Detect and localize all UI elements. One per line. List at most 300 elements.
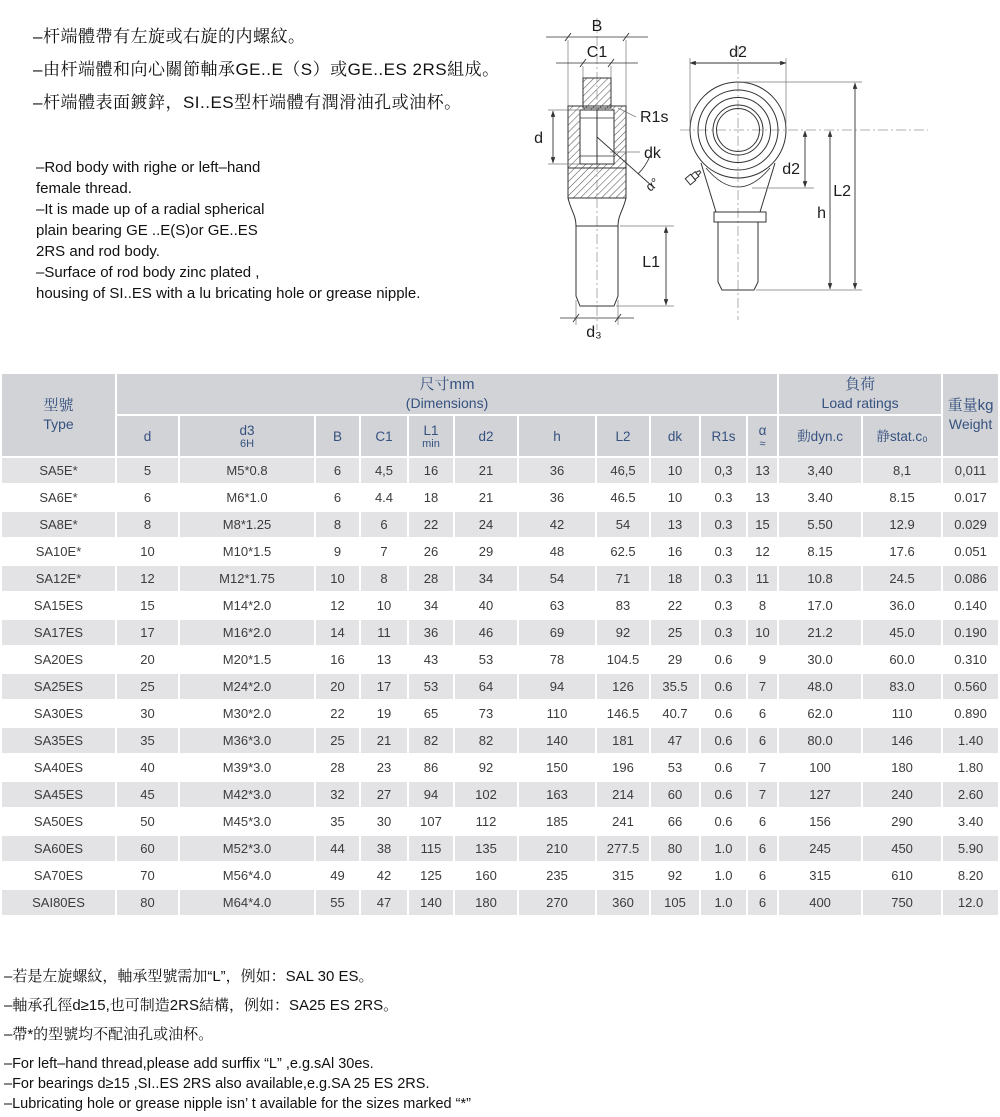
- cell-b: 25: [316, 728, 359, 753]
- cell-r1s: 1.0: [701, 863, 746, 888]
- cell-type: SA35ES: [2, 728, 115, 753]
- table-row: [2, 836, 998, 861]
- cell-d: 70: [117, 863, 178, 888]
- cell-h: 69: [519, 620, 595, 645]
- cell-d: 20: [117, 647, 178, 672]
- cell-d2: 29: [455, 539, 517, 564]
- column-header-stat-c0: 静stat.c₀: [863, 416, 941, 456]
- cell-d: 5: [117, 458, 178, 483]
- cell-r1s: 0.3: [701, 620, 746, 645]
- cell-r1s: 0.6: [701, 701, 746, 726]
- cell-d2: 112: [455, 809, 517, 834]
- cell-alpha: 13: [748, 458, 777, 483]
- table-row: [2, 539, 998, 564]
- cell-b: 9: [316, 539, 359, 564]
- cell-b: 28: [316, 755, 359, 780]
- cell-alpha: 15: [748, 512, 777, 537]
- cell-d3-6h: M52*3.0: [180, 836, 314, 861]
- intro-en-line: plain bearing GE ..E(S)or GE..ES: [36, 222, 258, 239]
- cell-d: 8: [117, 512, 178, 537]
- cell-l2: 92: [597, 620, 649, 645]
- dim-label-d: d: [534, 130, 543, 147]
- column-header-h: h: [519, 416, 595, 456]
- cell-dyn-c: 400: [779, 890, 861, 915]
- cell-l1-min: 18: [409, 485, 453, 510]
- note-en-line: –Lubricating hole or grease nipple isn’ t available for the sizes marked “*”: [4, 1096, 471, 1112]
- cell-h: 54: [519, 566, 595, 591]
- intro-en-line: female thread.: [36, 180, 132, 197]
- cell-d: 35: [117, 728, 178, 753]
- cell-l1-min: 22: [409, 512, 453, 537]
- cell-h: 210: [519, 836, 595, 861]
- cell-l2: 71: [597, 566, 649, 591]
- cell-d3-6h: M45*3.0: [180, 809, 314, 834]
- cell-d3-6h: M16*2.0: [180, 620, 314, 645]
- cell-l1-min: 53: [409, 674, 453, 699]
- cell-b: 16: [316, 647, 359, 672]
- cell-d: 25: [117, 674, 178, 699]
- cell-weight: 0.560: [943, 674, 998, 699]
- cell-d: 50: [117, 809, 178, 834]
- cell-d2: 46: [455, 620, 517, 645]
- table-row: [2, 890, 998, 915]
- cell-c1: 38: [361, 836, 407, 861]
- cell-c1: 11: [361, 620, 407, 645]
- intro-en-line: –Surface of rod body zinc plated ,: [36, 264, 260, 281]
- cell-dk: 22: [651, 593, 699, 618]
- cell-r1s: 0.3: [701, 539, 746, 564]
- table-row: [2, 863, 998, 888]
- cell-l1-min: 140: [409, 890, 453, 915]
- cell-d: 45: [117, 782, 178, 807]
- cell-l2: 62.5: [597, 539, 649, 564]
- cell-d2: 102: [455, 782, 517, 807]
- cell-h: 42: [519, 512, 595, 537]
- note-cn-line: –帶*的型號均不配油孔或油杯。: [4, 1026, 214, 1043]
- cell-d3-6h: M24*2.0: [180, 674, 314, 699]
- cell-type: SA6E*: [2, 485, 115, 510]
- cell-r1s: 0.6: [701, 728, 746, 753]
- cell-stat-c0: 240: [863, 782, 941, 807]
- cell-dyn-c: 10.8: [779, 566, 861, 591]
- cell-d: 17: [117, 620, 178, 645]
- dim-label-h: h: [817, 205, 826, 222]
- cell-weight: 0.310: [943, 647, 998, 672]
- cell-c1: 8: [361, 566, 407, 591]
- cell-alpha: 9: [748, 647, 777, 672]
- notes-chinese: [4, 962, 398, 1049]
- cell-stat-c0: 110: [863, 701, 941, 726]
- cell-dk: 105: [651, 890, 699, 915]
- note-cn-line: –軸承孔徑d≥15,也可制造2RS結構，例如：SA25 ES 2RS。: [4, 997, 399, 1014]
- cell-alpha: 7: [748, 755, 777, 780]
- cell-d: 30: [117, 701, 178, 726]
- cell-dyn-c: 315: [779, 863, 861, 888]
- note-en-line: –For bearings d≥15 ,SI..ES 2RS also available,e.g.SA 25 ES 2RS.: [4, 1076, 430, 1092]
- cell-d2: 92: [455, 755, 517, 780]
- cell-l1-min: 16: [409, 458, 453, 483]
- cell-alpha: 7: [748, 674, 777, 699]
- cell-l1-min: 26: [409, 539, 453, 564]
- cell-dk: 80: [651, 836, 699, 861]
- cell-weight: 1.40: [943, 728, 998, 753]
- cell-r1s: 0,3: [701, 458, 746, 483]
- cell-weight: 5.90: [943, 836, 998, 861]
- cell-dk: 18: [651, 566, 699, 591]
- cell-dk: 40.7: [651, 701, 699, 726]
- side-view-diagram: [534, 18, 674, 341]
- cell-c1: 17: [361, 674, 407, 699]
- cell-weight: 0.190: [943, 620, 998, 645]
- cell-stat-c0: 146: [863, 728, 941, 753]
- cell-type: SA70ES: [2, 863, 115, 888]
- cell-l1-min: 28: [409, 566, 453, 591]
- cell-dk: 16: [651, 539, 699, 564]
- dim-label-B: B: [591, 18, 603, 35]
- cell-dyn-c: 8.15: [779, 539, 861, 564]
- cell-c1: 30: [361, 809, 407, 834]
- cell-l1-min: 34: [409, 593, 453, 618]
- dim-label-C1: C1: [586, 44, 608, 61]
- table-row: [2, 485, 998, 510]
- cell-d2: 40: [455, 593, 517, 618]
- cell-weight: 0.051: [943, 539, 998, 564]
- cell-h: 235: [519, 863, 595, 888]
- cell-h: 48: [519, 539, 595, 564]
- cell-weight: 8.20: [943, 863, 998, 888]
- dim-label-d3: d₃: [586, 324, 602, 341]
- cell-type: SA45ES: [2, 782, 115, 807]
- cell-d3-6h: M14*2.0: [180, 593, 314, 618]
- cell-stat-c0: 180: [863, 755, 941, 780]
- column-header-l2: L2: [597, 416, 649, 456]
- table-row: [2, 755, 998, 780]
- cell-c1: 6: [361, 512, 407, 537]
- cell-type: SA60ES: [2, 836, 115, 861]
- table-row: [2, 458, 998, 483]
- dim-label-dk: dk: [644, 145, 661, 162]
- note-cn-line: –若是左旋螺紋，軸承型號需加“L”，例如：SAL 30 ES。: [4, 968, 374, 985]
- cell-dyn-c: 127: [779, 782, 861, 807]
- cell-d2: 24: [455, 512, 517, 537]
- cell-c1: 23: [361, 755, 407, 780]
- cell-weight: 3.40: [943, 809, 998, 834]
- cell-dyn-c: 30.0: [779, 647, 861, 672]
- cell-type: SAI80ES: [2, 890, 115, 915]
- cell-d3-6h: M36*3.0: [180, 728, 314, 753]
- cell-d: 60: [117, 836, 178, 861]
- note-en-line: –For left–hand thread,please add surffix “L” ,e.g.sAl 30es.: [4, 1056, 374, 1072]
- cell-type: SA17ES: [2, 620, 115, 645]
- cell-l2: 104.5: [597, 647, 649, 672]
- cell-h: 185: [519, 809, 595, 834]
- cell-d3-6h: M5*0.8: [180, 458, 314, 483]
- cell-l1-min: 125: [409, 863, 453, 888]
- notes-english: [4, 1054, 471, 1114]
- cell-alpha: 6: [748, 809, 777, 834]
- table-row: [2, 593, 998, 618]
- intro-cn-line: –由杆端體和向心關節軸承GE..E（S）或GE..ES 2RS組成。: [33, 60, 500, 79]
- cell-r1s: 0.3: [701, 566, 746, 591]
- cell-type: SA5E*: [2, 458, 115, 483]
- cell-c1: 13: [361, 647, 407, 672]
- cell-l2: 196: [597, 755, 649, 780]
- cell-d: 10: [117, 539, 178, 564]
- cell-d3-6h: M56*4.0: [180, 863, 314, 888]
- cell-stat-c0: 36.0: [863, 593, 941, 618]
- cell-alpha: 8: [748, 593, 777, 618]
- table-row: [2, 647, 998, 672]
- cell-l1-min: 107: [409, 809, 453, 834]
- dim-label-R1s: R1s: [640, 109, 669, 126]
- cell-type: SA12E*: [2, 566, 115, 591]
- cell-stat-c0: 12.9: [863, 512, 941, 537]
- column-header-alpha: α ≈: [748, 416, 777, 456]
- cell-d: 12: [117, 566, 178, 591]
- cell-d2: 160: [455, 863, 517, 888]
- cell-c1: 27: [361, 782, 407, 807]
- table-row: [2, 701, 998, 726]
- column-header-dyn-c: 動dyn.c: [779, 416, 861, 456]
- cell-d: 6: [117, 485, 178, 510]
- cell-l2: 146.5: [597, 701, 649, 726]
- table-row: [2, 782, 998, 807]
- cell-type: SA15ES: [2, 593, 115, 618]
- cell-stat-c0: 60.0: [863, 647, 941, 672]
- cell-dyn-c: 245: [779, 836, 861, 861]
- cell-l1-min: 82: [409, 728, 453, 753]
- cell-dyn-c: 156: [779, 809, 861, 834]
- cell-dyn-c: 21.2: [779, 620, 861, 645]
- cell-dk: 10: [651, 485, 699, 510]
- grease-nipple: [685, 168, 702, 184]
- column-group-load-ratings: 負荷 Load ratings: [779, 374, 941, 414]
- cell-l2: 214: [597, 782, 649, 807]
- cell-stat-c0: 450: [863, 836, 941, 861]
- cell-weight: 0,011: [943, 458, 998, 483]
- cell-alpha: 11: [748, 566, 777, 591]
- cell-d3-6h: M30*2.0: [180, 701, 314, 726]
- cell-d: 15: [117, 593, 178, 618]
- cell-dyn-c: 17.0: [779, 593, 861, 618]
- cell-d2: 64: [455, 674, 517, 699]
- sub-header-row: [2, 416, 998, 456]
- cell-stat-c0: 8,1: [863, 458, 941, 483]
- cell-d2: 180: [455, 890, 517, 915]
- cell-c1: 19: [361, 701, 407, 726]
- cell-b: 32: [316, 782, 359, 807]
- cell-b: 8: [316, 512, 359, 537]
- cell-alpha: 6: [748, 863, 777, 888]
- cell-b: 14: [316, 620, 359, 645]
- table-row: [2, 566, 998, 591]
- cell-dk: 53: [651, 755, 699, 780]
- cell-l2: 181: [597, 728, 649, 753]
- cell-c1: 4.4: [361, 485, 407, 510]
- cell-r1s: 1.0: [701, 890, 746, 915]
- cell-type: SA30ES: [2, 701, 115, 726]
- cell-alpha: 7: [748, 782, 777, 807]
- dim-label-d2-side: d2: [782, 161, 800, 178]
- cell-b: 22: [316, 701, 359, 726]
- cell-d: 80: [117, 890, 178, 915]
- cell-stat-c0: 17.6: [863, 539, 941, 564]
- spec-table: [0, 372, 1000, 917]
- column-header-type: 型號 Type: [2, 374, 115, 456]
- cell-type: SA40ES: [2, 755, 115, 780]
- cell-d3-6h: M20*1.5: [180, 647, 314, 672]
- cell-d: 40: [117, 755, 178, 780]
- cell-l2: 241: [597, 809, 649, 834]
- intro-en-line: –It is made up of a radial spherical: [36, 201, 265, 218]
- cell-d2: 73: [455, 701, 517, 726]
- dim-label-alpha: α°: [642, 174, 662, 195]
- cell-h: 36: [519, 485, 595, 510]
- cell-h: 110: [519, 701, 595, 726]
- cell-l2: 46.5: [597, 485, 649, 510]
- cell-c1: 42: [361, 863, 407, 888]
- cell-h: 78: [519, 647, 595, 672]
- cell-l1-min: 86: [409, 755, 453, 780]
- cell-d3-6h: M8*1.25: [180, 512, 314, 537]
- cell-l2: 54: [597, 512, 649, 537]
- cell-alpha: 12: [748, 539, 777, 564]
- cell-d3-6h: M64*4.0: [180, 890, 314, 915]
- cell-dk: 35.5: [651, 674, 699, 699]
- cell-b: 35: [316, 809, 359, 834]
- cell-d2: 135: [455, 836, 517, 861]
- cell-stat-c0: 610: [863, 863, 941, 888]
- cell-r1s: 0.6: [701, 809, 746, 834]
- cell-b: 10: [316, 566, 359, 591]
- cell-r1s: 0.3: [701, 485, 746, 510]
- cell-l1-min: 36: [409, 620, 453, 645]
- cell-alpha: 6: [748, 890, 777, 915]
- cell-dk: 66: [651, 809, 699, 834]
- cell-b: 44: [316, 836, 359, 861]
- table-row: [2, 620, 998, 645]
- cell-dyn-c: 5.50: [779, 512, 861, 537]
- technical-drawings: [0, 0, 1000, 360]
- cell-h: 163: [519, 782, 595, 807]
- cell-b: 55: [316, 890, 359, 915]
- cell-alpha: 6: [748, 728, 777, 753]
- front-view-diagram: [680, 44, 928, 320]
- cell-r1s: 0.6: [701, 755, 746, 780]
- cell-d2: 53: [455, 647, 517, 672]
- cell-stat-c0: 24.5: [863, 566, 941, 591]
- cell-type: SA8E*: [2, 512, 115, 537]
- cell-dk: 29: [651, 647, 699, 672]
- column-header-weight: 重量kg Weight: [943, 374, 998, 456]
- cell-dk: 10: [651, 458, 699, 483]
- cell-l1-min: 43: [409, 647, 453, 672]
- cell-dk: 60: [651, 782, 699, 807]
- cell-r1s: 0.6: [701, 647, 746, 672]
- cell-alpha: 6: [748, 701, 777, 726]
- column-header-d3-6h: d3 6H: [180, 416, 314, 456]
- cell-h: 150: [519, 755, 595, 780]
- cell-h: 140: [519, 728, 595, 753]
- dim-label-d2-top: d2: [729, 44, 747, 61]
- column-header-dk: dk: [651, 416, 699, 456]
- cell-d3-6h: M42*3.0: [180, 782, 314, 807]
- cell-alpha: 13: [748, 485, 777, 510]
- cell-b: 12: [316, 593, 359, 618]
- cell-weight: 12.0: [943, 890, 998, 915]
- cell-weight: 1.80: [943, 755, 998, 780]
- cell-dyn-c: 3.40: [779, 485, 861, 510]
- cell-r1s: 0.3: [701, 512, 746, 537]
- column-header-c1: C1: [361, 416, 407, 456]
- cell-b: 49: [316, 863, 359, 888]
- cell-type: SA10E*: [2, 539, 115, 564]
- intro-en-line: housing of SI..ES with a lu bricating hole or grease nipple.: [36, 285, 421, 302]
- cell-type: SA20ES: [2, 647, 115, 672]
- cell-alpha: 6: [748, 836, 777, 861]
- cell-r1s: 0.6: [701, 782, 746, 807]
- cell-r1s: 0.3: [701, 593, 746, 618]
- cell-dyn-c: 3,40: [779, 458, 861, 483]
- cell-d2: 21: [455, 485, 517, 510]
- column-header-b: B: [316, 416, 359, 456]
- intro-en-line: –Rod body with righe or left–hand: [36, 159, 261, 176]
- cell-dyn-c: 48.0: [779, 674, 861, 699]
- cell-c1: 7: [361, 539, 407, 564]
- cell-l2: 360: [597, 890, 649, 915]
- cell-l1-min: 115: [409, 836, 453, 861]
- cell-d3-6h: M39*3.0: [180, 755, 314, 780]
- intro-cn-line: –杆端體表面鍍鋅，SI..ES型杆端體有潤滑油孔或油杯。: [33, 93, 462, 112]
- cell-stat-c0: 8.15: [863, 485, 941, 510]
- table-row: [2, 674, 998, 699]
- cell-h: 63: [519, 593, 595, 618]
- cell-c1: 21: [361, 728, 407, 753]
- dim-label-L2: L2: [833, 183, 851, 200]
- cell-l2: 126: [597, 674, 649, 699]
- cell-c1: 4,5: [361, 458, 407, 483]
- cell-c1: 10: [361, 593, 407, 618]
- cell-d2: 21: [455, 458, 517, 483]
- cell-l2: 83: [597, 593, 649, 618]
- cell-h: 36: [519, 458, 595, 483]
- cell-dk: 13: [651, 512, 699, 537]
- cell-weight: 0.140: [943, 593, 998, 618]
- cell-d2: 34: [455, 566, 517, 591]
- cell-dk: 25: [651, 620, 699, 645]
- cell-r1s: 0.6: [701, 674, 746, 699]
- column-header-d2: d2: [455, 416, 517, 456]
- cell-weight: 0.890: [943, 701, 998, 726]
- cell-l2: 315: [597, 863, 649, 888]
- column-group-dimensions: 尺寸mm (Dimensions): [117, 374, 777, 414]
- cell-stat-c0: 83.0: [863, 674, 941, 699]
- cell-dk: 92: [651, 863, 699, 888]
- cell-alpha: 10: [748, 620, 777, 645]
- intro-en-line: 2RS and rod body.: [36, 243, 160, 260]
- cell-r1s: 1.0: [701, 836, 746, 861]
- table-row: [2, 809, 998, 834]
- dim-label-L1: L1: [642, 254, 660, 271]
- intro-cn-line: –杆端體帶有左旋或右旋的内螺紋。: [33, 27, 306, 46]
- column-header-d: d: [117, 416, 178, 456]
- cell-b: 6: [316, 458, 359, 483]
- cell-weight: 2.60: [943, 782, 998, 807]
- cell-b: 20: [316, 674, 359, 699]
- cell-dyn-c: 80.0: [779, 728, 861, 753]
- cell-d3-6h: M12*1.75: [180, 566, 314, 591]
- spec-table-body: [2, 458, 998, 915]
